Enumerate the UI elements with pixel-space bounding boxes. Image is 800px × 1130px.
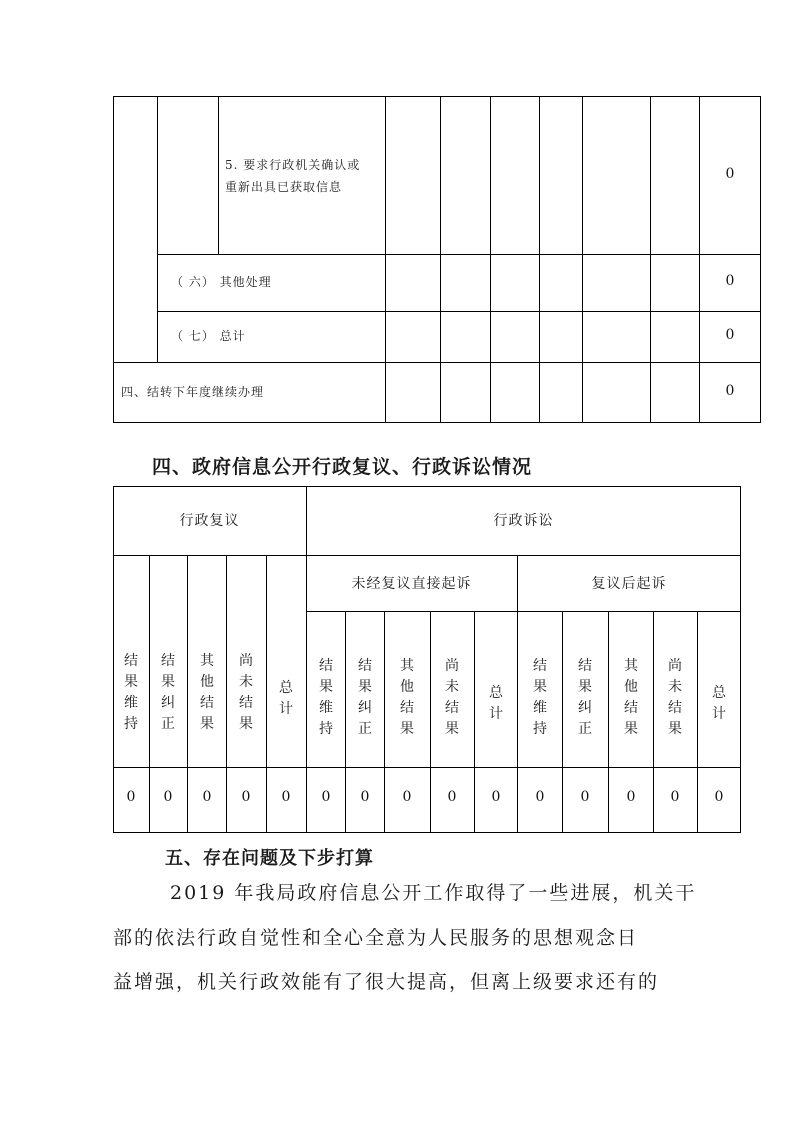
row7-label: （ 七） 总计 [171, 329, 246, 343]
value-review-pending: 0 [241, 789, 251, 805]
section5-heading: 五、存在问题及下步打算 [165, 848, 374, 869]
row5-label-line1: 5. 要求行政机关确认或 [225, 158, 361, 172]
value-direct-maintain: 0 [321, 789, 331, 805]
litigation-header: 行政诉讼 [493, 513, 554, 529]
col-label-review-pending: 尚 未 结 果 [239, 653, 253, 732]
col-label-after-other: 其 他 结 果 [624, 658, 638, 737]
row6-label: （ 六） 其他处理 [171, 275, 272, 289]
col-label-direct-pending: 尚 未 结 果 [445, 658, 459, 737]
col-label-direct-correct: 结 果 纠 正 [358, 658, 372, 737]
value-after-other: 0 [626, 789, 636, 805]
value-direct-pending: 0 [447, 789, 457, 805]
section5-paragraph-line2: 部的依法行政自觉性和全心全意为人民服务的思想观念日 [113, 927, 639, 949]
value-direct-other: 0 [402, 789, 412, 805]
col-label-direct-total: 总 计 [489, 685, 503, 722]
section5-paragraph-line3: 益增强，机关行政效能有了很大提高，但离上级要求还有的 [113, 971, 660, 993]
col-label-review-correct: 结 果 纠 正 [161, 653, 175, 732]
row5-value: 0 [725, 166, 735, 182]
col-label-review-other: 其 他 结 果 [200, 653, 214, 732]
direct-suit-header: 未经复议直接起诉 [351, 576, 472, 592]
review-header: 行政复议 [179, 513, 240, 529]
review-litigation-table [113, 486, 741, 833]
row8-label: 四、结转下年度继续办理 [121, 385, 265, 399]
value-direct-correct: 0 [360, 789, 370, 805]
value-review-maintain: 0 [126, 789, 136, 805]
col-label-review-maintain: 结 果 维 持 [124, 653, 138, 732]
row5-label-line2: 重新出具已获取信息 [225, 180, 343, 194]
row8-value: 0 [725, 383, 735, 399]
after-review-header: 复议后起诉 [591, 576, 667, 592]
value-after-pending: 0 [670, 789, 680, 805]
col-label-after-pending: 尚 未 结 果 [668, 658, 682, 737]
value-after-total: 0 [714, 789, 724, 805]
col-label-after-total: 总 计 [712, 685, 726, 722]
section5-paragraph-line1: 2019 年我局政府信息公开工作取得了一些进展，机关干 [170, 882, 697, 904]
row7-value: 0 [725, 327, 735, 343]
section4-heading: 四、政府信息公开行政复议、行政诉讼情况 [152, 456, 533, 478]
value-after-maintain: 0 [535, 789, 545, 805]
col-label-after-maintain: 结 果 维 持 [533, 658, 547, 737]
col-label-direct-maintain: 结 果 维 持 [319, 658, 333, 737]
value-review-correct: 0 [163, 789, 173, 805]
value-after-correct: 0 [580, 789, 590, 805]
col-label-direct-other: 其 他 结 果 [400, 658, 414, 737]
value-direct-total: 0 [491, 789, 501, 805]
disposal-table-continuation [113, 96, 761, 423]
value-review-total: 0 [281, 789, 291, 805]
col-label-after-correct: 结 果 纠 正 [578, 658, 592, 737]
value-review-other: 0 [202, 789, 212, 805]
col-label-review-total: 总 计 [279, 680, 293, 717]
row6-value: 0 [725, 273, 735, 289]
